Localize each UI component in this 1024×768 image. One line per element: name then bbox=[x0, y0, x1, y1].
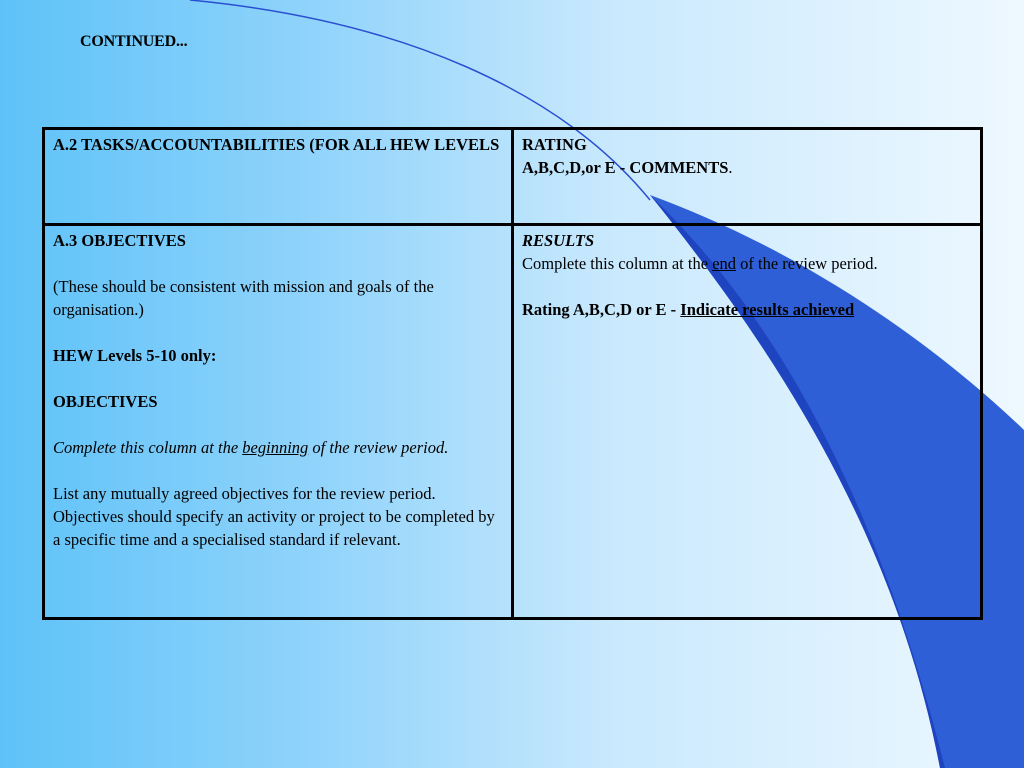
table-row bbox=[44, 129, 982, 225]
instruction-text: Complete this column at the bbox=[522, 254, 713, 273]
objectives-title: A.3 OBJECTIVES bbox=[53, 231, 186, 250]
tasks-title: A.2 TASKS/ACCOUNTABILITIES (FOR ALL HEW LEVELS bbox=[53, 135, 500, 154]
levels-note: HEW Levels 5-10 only: bbox=[53, 346, 217, 365]
beginning-emphasis: beginning bbox=[242, 438, 309, 457]
indicate-results-link: Indicate results achieved bbox=[680, 300, 855, 319]
instruction-text-end: of the review period. bbox=[736, 254, 878, 273]
objectives-heading: OBJECTIVES bbox=[53, 392, 158, 411]
rating-label: Rating A,B,C,D or E - bbox=[522, 300, 681, 319]
rating-title: RATING bbox=[522, 135, 587, 154]
results-rating-line bbox=[522, 298, 974, 321]
instruction-text-end: of the review period. bbox=[308, 438, 449, 457]
continued-heading: CONTINUED... bbox=[80, 33, 188, 50]
objectives-instruction bbox=[53, 436, 505, 459]
consistency-note: (These should be consistent with mission and goals of the organisation.) bbox=[53, 277, 434, 319]
objectives-form-table bbox=[42, 127, 983, 620]
end-emphasis: end bbox=[712, 254, 737, 273]
results-title: RESULTS bbox=[522, 231, 595, 250]
results-cell bbox=[513, 225, 982, 619]
rating-period: . bbox=[728, 158, 733, 177]
results-instruction bbox=[522, 252, 974, 275]
rating-subtitle bbox=[522, 156, 974, 179]
instruction-text: Complete this column at the bbox=[53, 438, 243, 457]
objectives-cell bbox=[44, 225, 513, 619]
table-row bbox=[44, 225, 982, 619]
objectives-description: List any mutually agreed objectives for the review period. Objectives should specify an activity or project to be completed by a specific time and a specialised standard if relevant. bbox=[53, 484, 495, 549]
rating-cell bbox=[513, 129, 982, 225]
tasks-cell bbox=[44, 129, 513, 225]
rating-options: A,B,C,D,or E - COMMENTS bbox=[522, 158, 729, 177]
